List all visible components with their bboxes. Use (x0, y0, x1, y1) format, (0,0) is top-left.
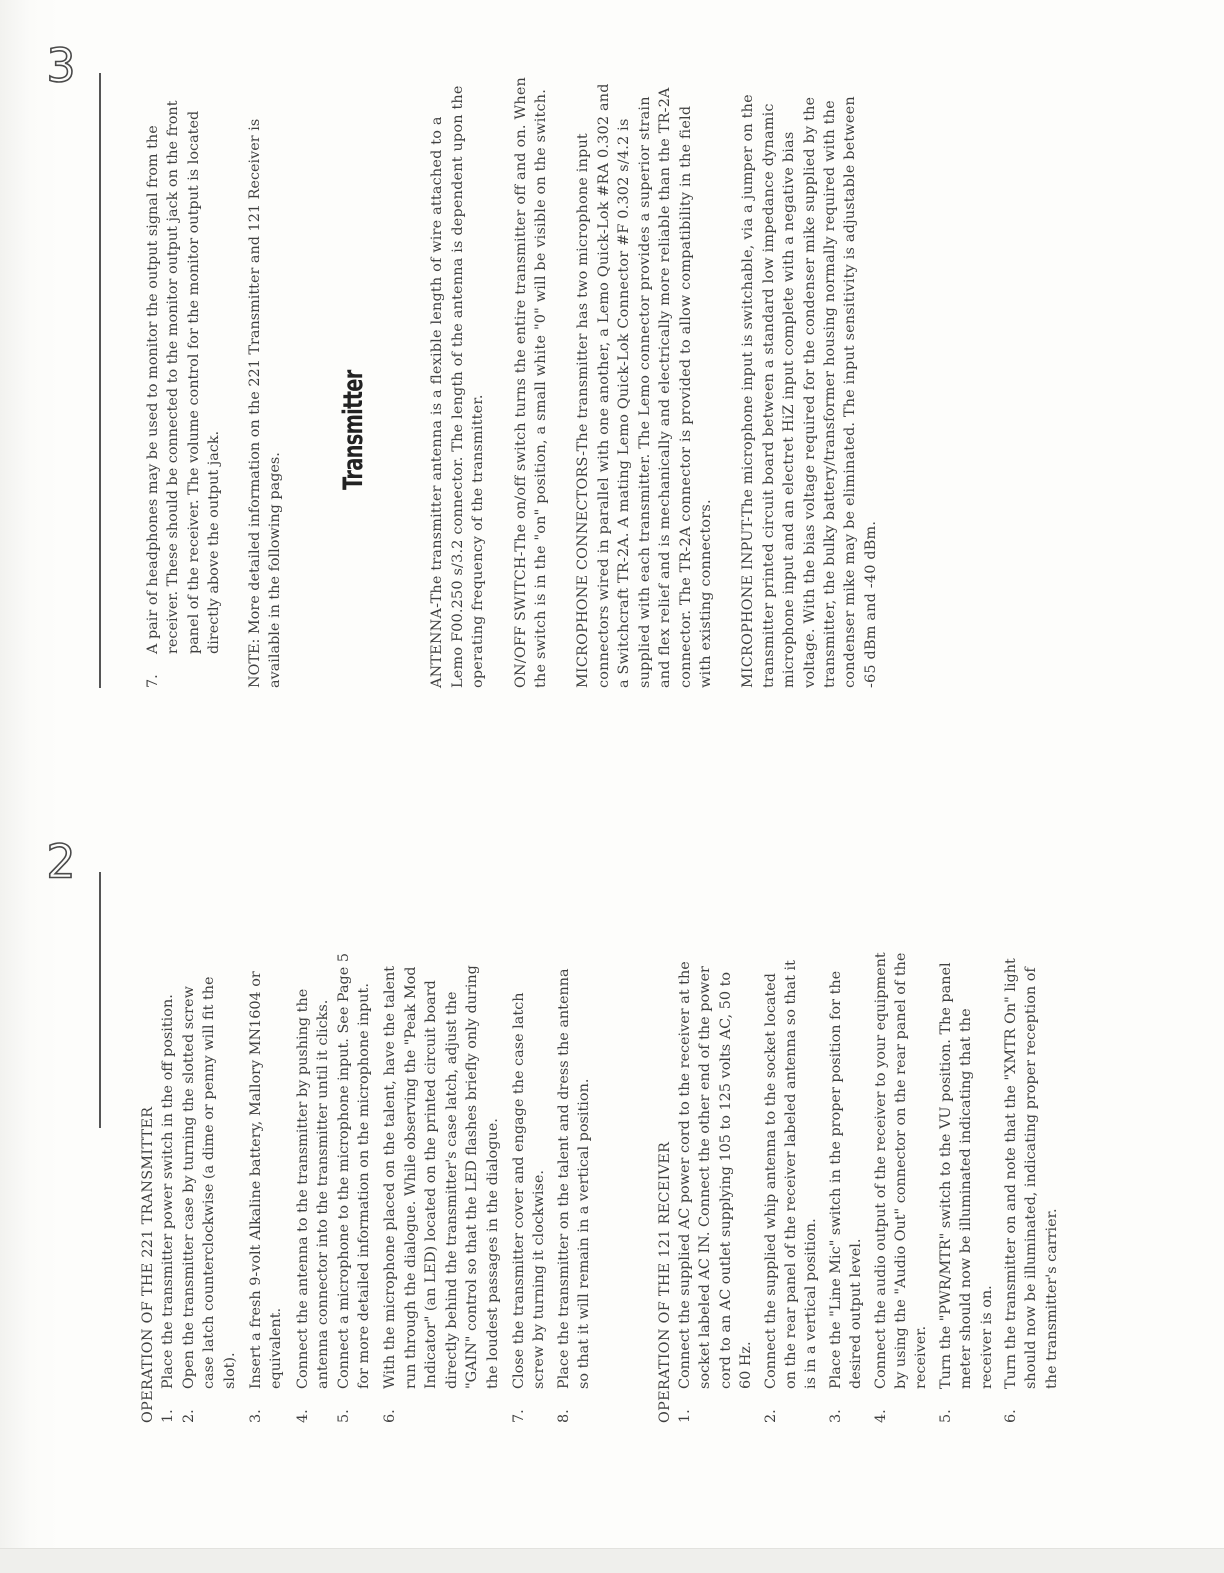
page-number-3: 3 (46, 38, 76, 93)
list-item-text: Place the "Line Mic" switch in the proper position for the desired output level. (827, 970, 865, 1389)
list-item (509, 951, 550, 1423)
list-item-text: Connect the audio output of the receiver to your equipment by using the "Audio Out" connector on the rear panel of the receiver. (872, 952, 930, 1389)
list-item-number: 7. (510, 1409, 527, 1423)
list-item-number: 5. (335, 1409, 352, 1423)
list-item-number: 7. (145, 674, 161, 688)
list-item (936, 951, 997, 1423)
list-item (826, 951, 867, 1423)
list-item (293, 951, 334, 1423)
list-item-text: Place the transmitter power switch in the off position. (160, 994, 177, 1389)
list-item-text: Connect the antenna to the transmitter by pushing the antenna connector into the transmitter until it clicks. (294, 988, 332, 1389)
section-title: Transmitter (338, 370, 370, 491)
list-item-number: 4. (872, 1409, 889, 1423)
receiver-steps-list (675, 951, 1062, 1423)
list-item-text: Connect a microphone to the microphone input. See Page 5 for more detailed information on the microphone input. (335, 953, 373, 1389)
list-item-text: Turn the "PWR/MTR" switch to the VU position. The panel meter should now be illuminated indicating that the receiver is on. (937, 962, 995, 1389)
list-item (179, 951, 240, 1423)
section-title-wrap (339, 73, 379, 688)
list-item (675, 951, 757, 1423)
list-item-number: 8. (555, 1409, 572, 1423)
list-item-number: 1. (160, 1409, 177, 1423)
list-item-text: Connect the supplied AC power cord to the receiver at the socket labeled AC IN. Connect the other end of the power cord to an AC outlet supplying 105 to 125 volts AC, 50 to 60 Hz. (676, 961, 755, 1389)
list-item-text: Insert a fresh 9-volt Alkaline battery, Mallory MN1604 or equivalent. (248, 971, 285, 1389)
list-item-number: 5. (937, 1409, 954, 1423)
list-item-text: Close the transmitter cover and engage the case latch screw by turning it clockwise. (510, 992, 548, 1389)
list-item-number: 3. (827, 1409, 844, 1423)
list-item-text: Connect the supplied whip antenna to the socket located on the rear panel of the receiver labeled antenna so that it is in a vertical position. (762, 960, 820, 1389)
list-item (143, 73, 225, 688)
microphone-input-paragraph: MICROPHONE INPUT-The microphone input is switchable, via a jumper on the transmitter printed circuit board between a standard low impedance dynamic microphone input and an electret HiZ input complete with a negative bias voltage. With the bias voltage required for the condenser mike supplied by the transmitter, the bulky battery/transformer housing normally required with the condenser mike may be eliminated. The input sensitivity is adjustable between -65 dBm and -40 dBm. (740, 94, 879, 688)
list-item-number: 6. (1003, 1409, 1020, 1423)
page-header-rule (99, 73, 101, 688)
list-item-number: 2. (180, 1409, 197, 1423)
list-item-number: 6. (382, 1409, 399, 1423)
list-item-number: 1. (676, 1409, 693, 1423)
list-item-text: Place the transmitter on the talent and dress the antenna so that it will remain in a vertical position. (555, 968, 593, 1389)
list-item-text: Turn the transmitter on and note that the "XMTR On" light should now be illuminated, indicating proper reception of the transmitter's carrier. (1003, 958, 1060, 1389)
list-item (761, 951, 822, 1423)
transmitter-steps-list (158, 951, 594, 1423)
list-item-number: 3. (248, 1409, 265, 1423)
receiver-operation-heading: OPERATION OF THE 121 RECEIVER (656, 1141, 673, 1423)
page-header-rule (99, 872, 101, 1128)
transmitter-operation-column (138, 951, 1062, 1423)
list-item (871, 951, 932, 1423)
list-item-text: With the microphone placed on the talent, have the talent run through the dialogue. While observing the "Peak Mod Indicator" (an LED) located on the printed circuit board directly behind the transmitter's case latch, adjust the "GAIN" control so that the LED flashes briefly only during the loudest passages in the dialogue. (382, 965, 501, 1389)
antenna-paragraph: ANTENNA-The transmitter antenna is a flexible length of wire attached to a Lemo F00.250 s/3.2 connector. The length of the antenna is dependent upon the operating frequency of the transmitter. (429, 85, 487, 688)
transmitter-details-column (143, 73, 881, 688)
transmitter-operation-heading: OPERATION OF THE 221 TRANSMITTER (140, 1106, 156, 1423)
onoff-switch-paragraph: ON/OFF SWITCH-The on/off switch turns the entire transmitter off and on. When the switch is in the "on" position, a small white "0" will be visible on the switch. (512, 76, 550, 688)
microphone-connectors-paragraph: MICROPHONE CONNECTORS-The transmitter has two microphone input connectors wired in parallel with one another, a Lemo Quick-Lok #RA 0.302 and a Switchcraft TR-2A. A mating Lemo Quick-Lok Connector #F 0.302 s/4.2 is supplied with each transmitter. The Lemo connector provides a superior strain and flex relief and is mechanically and electrically more reliable than the TR-2A connector. The TR-2A connector is provided to allow compatibility in the field with existing connectors. (575, 83, 714, 688)
list-item (334, 951, 375, 1423)
list-item (554, 951, 595, 1423)
manual-page-2 (0, 788, 1224, 1573)
list-item-number: 4. (294, 1409, 311, 1423)
list-item-number: 2. (762, 1409, 779, 1423)
list-item-text: A pair of headphones may be used to monitor the output signal from the receiver. These should be connected to the monitor output jack on the front panel of the receiver. The volume control for the monitor output is located directly above the output jack. (145, 100, 223, 654)
list-item (1001, 951, 1062, 1423)
note-paragraph: NOTE: More detailed information on the 221 Transmitter and 121 Receiver is available in the following pages. (246, 118, 284, 688)
list-item (158, 951, 178, 1423)
list-item (380, 951, 502, 1423)
list-item-text: Open the transmitter case by turning the slotted screw case latch counterclockwise (a dime or penny will fit the slot). (180, 976, 238, 1389)
list-item (246, 951, 287, 1423)
page-number-2: 2 (46, 834, 76, 889)
